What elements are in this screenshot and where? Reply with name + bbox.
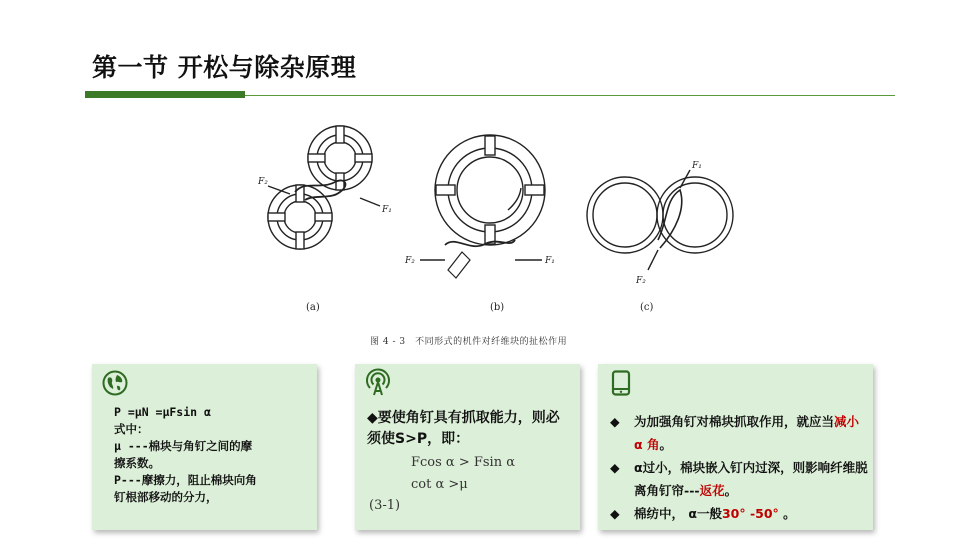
notes-card <box>598 364 873 530</box>
globe-icon <box>102 370 128 396</box>
formula-1: Fcos α > Fsin α <box>411 455 515 470</box>
slide-title: 第一节 开松与除杂原理 <box>92 53 357 82</box>
bullet-icon: ◆ <box>610 460 620 475</box>
formula-line: μ ---棉块与角钉之间的摩 <box>114 439 253 453</box>
formula-line: 钉根部移动的分力， <box>114 490 218 504</box>
list-item: ◆ α过小，棉块嵌入钉内过深，则影响纤维脱离角钉帘---返花。 <box>610 456 868 502</box>
roller-a-lower <box>268 185 332 249</box>
roller-b <box>435 135 545 245</box>
formula-line: P---摩擦力，阻止棉块向角 <box>114 473 257 487</box>
highlight-text: 减小 α 角 <box>634 414 860 452</box>
bullet-icon: ◆ <box>610 506 620 521</box>
highlight-text: 返花 <box>699 483 725 498</box>
tablet-icon <box>608 370 634 396</box>
panel-label-c: (c) <box>640 302 654 313</box>
force-label: F₁ <box>545 256 555 266</box>
list-item: ◆ 棉纺中， α一般30° -50° 。 <box>610 502 868 525</box>
formula-line: P =μN =μFsin α <box>114 405 211 419</box>
rollers-c <box>587 177 733 253</box>
figure-caption: 图 4 - 3 不同形式的机件对纤维块的扯松作用 <box>370 337 568 347</box>
bullet-icon: ◆ <box>610 414 620 429</box>
panel-label-a: (a) <box>306 302 320 313</box>
mechanism-diagram <box>240 120 700 350</box>
force-label: F₂ <box>636 276 646 286</box>
list-item: ◆ 为加强角钉对棉块抓取作用，就应当减小 α 角。 <box>610 410 868 456</box>
force-label: F₂ <box>258 177 268 187</box>
title-accent-bar <box>85 91 245 98</box>
panel-label-b: (b) <box>490 302 505 313</box>
force-label: F₂ <box>405 256 415 266</box>
force-label: F₁ <box>382 205 392 215</box>
highlight-text: 30° -50° <box>721 506 779 521</box>
equation-number: (3-1) <box>369 498 401 513</box>
force-label: F₁ <box>692 161 702 171</box>
condition-heading: ◆要使角钉具有抓取能力，则必须使S>P，即： <box>367 410 560 447</box>
formula-line: 式中： <box>114 422 149 436</box>
formula-line: 擦系数。 <box>114 456 160 470</box>
formula-card <box>92 364 317 530</box>
formula-2: cot α >μ <box>411 477 468 492</box>
condition-card <box>355 364 580 530</box>
signal-tower-icon <box>365 370 391 396</box>
